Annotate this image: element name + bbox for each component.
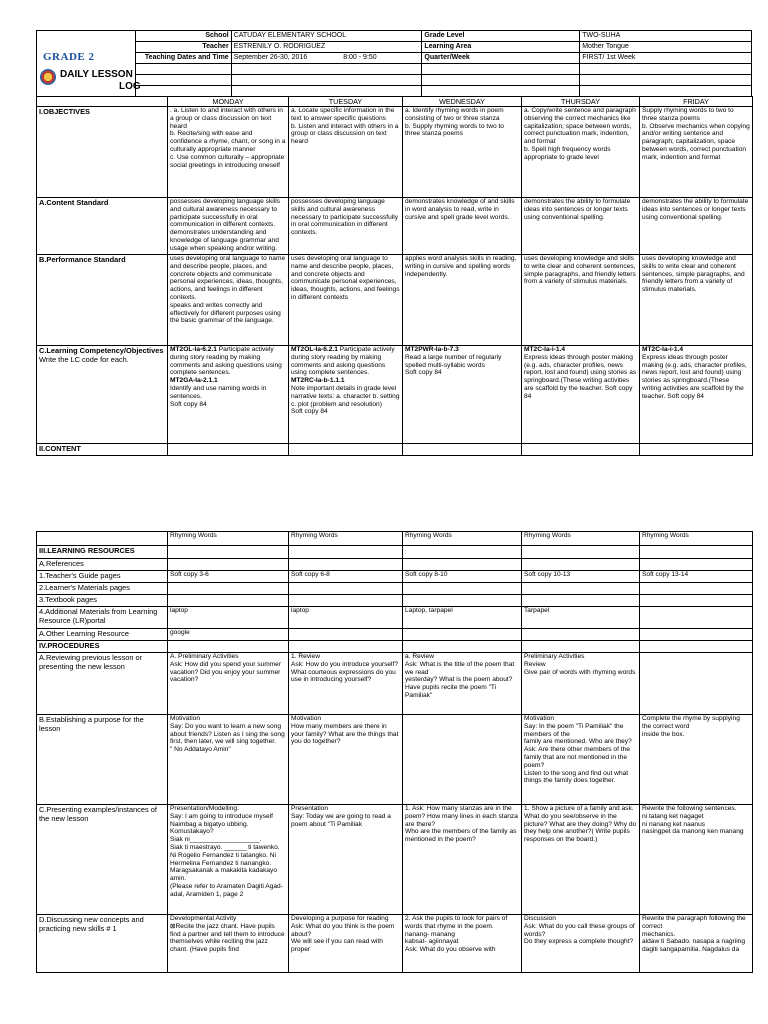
competency-cell: MT2C-Ia-i-1.4 Express ideas through poster making (e.g. ads, character profiles, news report, lost and found) using stories as springboard.(These writing activities are scaffold by the teacher. Soft copy 84 <box>522 346 640 444</box>
presenting-cell: Presentation Say: Today we are going to read a poem about "Ti Pamiliak <box>289 805 403 915</box>
dates-text: September 26-30, 2016 <box>233 54 308 61</box>
dll-title-line1: DAILY LESSON <box>60 69 133 80</box>
competency-cell: MT2OL-Ia-6.2.1 Participate actively during story reading by making comments and asking questions using complete sentences. MT2RC-Ia-b-1.1.1 Note important details in grade level narrative texts: a. character b. setting c. plot (problem and resolution) Soft copy 84 <box>289 346 403 444</box>
am-cell: laptop <box>289 607 403 629</box>
logo-cell <box>37 31 141 97</box>
school-label: School <box>135 31 231 42</box>
performance-standard-cell: applies word analysis skills in reading, writing in cursive and spelling words independently. <box>403 255 522 346</box>
performance-standard-cell: uses developing oral language to name and describe people, places, and concrete objects and communicate personal experiences, ideas, thoughts, actions, and feelings in different contexts. speaks and writes correctly and effectively for different purposes using the basic grammar of the language. <box>168 255 289 346</box>
dll-title-line2: LOG <box>119 81 141 92</box>
topic-cell: Rhyming Words <box>640 532 753 546</box>
am-label: 4.Additional Materials from Learning Resource (LR)portal <box>37 607 168 629</box>
deped-seal-icon <box>40 69 56 85</box>
discussing-cell: Discussion Ask: What do you call these groups of words? Do they express a complete thought? <box>522 915 640 973</box>
content-standard-cell: possesses developing language skills and cultural awareness necessary to participate successfully in oral communication in different contexts. <box>289 198 403 255</box>
discussing-cell: Developing a purpose for reading Ask: What do you think is the poem about? We will see if you can read with proper <box>289 915 403 973</box>
review-cell: A. Preliminary Activities Ask: How did you spend your summer vacation? Did you enjoy your summer vacation? <box>168 653 289 715</box>
time-text: 8:00 - 9:50 <box>343 54 377 61</box>
day-header: MONDAY <box>168 97 289 107</box>
topic-cell: Rhyming Words <box>289 532 403 546</box>
header-table <box>36 30 752 97</box>
references-label: A.References <box>37 559 168 571</box>
purpose-cell: Motivation Say: In the poem "Ti Pamiliak" the members of the family are mentioned. Who are they? Ask: Are there other members of the family that are not mentioned in the poem? Listen to the song and find out what things the family does together. <box>522 715 640 805</box>
competency-label-cell <box>37 346 168 444</box>
tg-cell: Soft copy 6-8 <box>289 571 403 583</box>
teacher-value: ESTRENILY O. RODRIGUEZ <box>231 42 422 53</box>
day-header: FRIDAY <box>640 97 753 107</box>
tg-cell: Soft copy 13-14 <box>640 571 753 583</box>
performance-standard-label: B.Performance Standard <box>37 255 168 346</box>
tg-cell: Soft copy 10-13 <box>522 571 640 583</box>
olr-label: A.Other Learning Resource <box>37 629 168 641</box>
tg-cell: Soft copy 8-10 <box>403 571 522 583</box>
day-header: TUESDAY <box>289 97 403 107</box>
content-standard-cell: demonstrates the ability to formulate ideas into sentences or longer texts using conventional spelling. <box>640 198 753 255</box>
objectives-cell: a. Copy/write sentence and paragraph observing the correct mechanics like capitalization, space between words, correct punctuation mark, indention, and format b. Spell high frequency words appropriate to grade level <box>522 107 640 198</box>
presenting-cell: Presentation/Modelling: Say: I am going to introduce myself Naimbag a bigatyo ubbing. Komustakayo? Siak ni___________________. Siak ti maestrayo. ______ ti tawenko. Ni Rogelio Fernandez ti tatangko. Ni Hermelina Fernandez ti nanangko. Maragsakanak a makakita kadakayo amin. (Please refer to Aramaten Dagiti Agad-adal, Aramiden 1, page 2 <box>168 805 289 915</box>
review-cell: 1. Review Ask: How do you introduce yourself? What courteous expressions do you use in introducing yourself? <box>289 653 403 715</box>
competency-cell: MT2C-Ia-i-1.4 Express ideas through poster making (e.g. ads, character profiles, news report, lost and found) using stories as springboard.(These writing activities are scaffold by the teacher. Soft copy 84 <box>640 346 753 444</box>
discussing-cell: 2. Ask the pupils to look for pairs of words that rhyme in the poem. nanang- manang kabsat- agiinnayat Ask: What do you observe with <box>403 915 522 973</box>
content-standard-label: A.Content Standard <box>37 198 168 255</box>
am-cell: Tarpapel <box>522 607 640 629</box>
dates-value <box>231 53 422 64</box>
review-cell: Preliminary Activities Review Give pair of words with rhyming words <box>522 653 640 715</box>
review-label: A.Reviewing previous lesson or presenting the new lesson <box>37 653 168 715</box>
topic-cell: Rhyming Words <box>403 532 522 546</box>
performance-standard-cell: uses developing knowledge and skills to write clear and coherent sentences, simple paragraphs, and friendly letters from a variety of stimulus materials. <box>522 255 640 346</box>
presenting-cell: 1. Show a picture of a family and ask. What do you see/observe in the picture? What are they doing? Why do they help one another?( Write pupils responses on the board.) <box>522 805 640 915</box>
discussing-cell: Developmental Activity ⊠Recite the jazz chant. Have pupils find a partner and tell them to introduce themselves while reciting the jazz chant. (Have pupils find <box>168 915 289 973</box>
purpose-cell: Motivation Say: Do you want to learn a new song about friends? Listen as I sing the song first, then later, we will sing together. " No Addatayo Amin" <box>168 715 289 805</box>
learning-area-label: Learning Area <box>422 42 580 53</box>
quarter-label: Quarter/Week <box>422 53 580 64</box>
topic-cell: Rhyming Words <box>522 532 640 546</box>
topic-cell: Rhyming Words <box>168 532 289 546</box>
day-header: WEDNESDAY <box>403 97 522 107</box>
purpose-label: B.Establishing a purpose for the lesson <box>37 715 168 805</box>
objectives-cell: Supply rhyming words to two to three stanza poems b. Observe mechanics when copying and/or writing sentence and paragraph; capitalization, space between words, correct punctuation mark, indention and format <box>640 107 753 198</box>
tg-cell: Soft copy 3-6 <box>168 571 289 583</box>
grade-level-value: TWO-SUHA <box>580 31 752 42</box>
objectives-label: I.OBJECTIVES <box>37 107 168 198</box>
resources-label: III.LEARNING RESOURCES <box>37 546 168 559</box>
lesson-table-page2 <box>36 531 753 973</box>
discussing-cell: Rewrite the paragraph following the correct mechanics. aldaw ti Sabado. nasapa a nagriing dagiti sangapamilia. Nagdalus da <box>640 915 753 973</box>
content-standard-cell: possesses developing language skills and cultural awareness necessary to participate successfully in oral communication in different contexts. demonstrates understanding and knowledge of language grammar and usage when speaking and/or writing. <box>168 198 289 255</box>
school-value: CATUDAY ELEMENTARY SCHOOL <box>231 31 422 42</box>
content-standard-cell: demonstrates the ability to formulate ideas into sentences or longer texts using conventional spelling. <box>522 198 640 255</box>
objectives-cell: . a. Listen to and interact with others in a group or class discussion on text heard b. Recite/sing with ease and confidence a rhyme, chant, or song in a culturally appropriate manner c. Use common culturally – appropriate social greetings in introducing oneself <box>168 107 289 198</box>
dates-label: Teaching Dates and Time <box>135 53 231 64</box>
am-cell: Laptop, tarpapel <box>403 607 522 629</box>
tb-label: 3.Textbook pages <box>37 595 168 607</box>
grade-level-label: Grade Level <box>422 31 580 42</box>
competency-cell: MT2PWR-Ia-b-7.3 Read a large number of regularly spelled multi-syllabic words Soft copy 84 <box>403 346 522 444</box>
teacher-label: Teacher <box>135 42 231 53</box>
competency-cell: MT2OL-Ia-6.2.1 Participate actively during story reading by making comments and asking questions using complete sentences. MT2GA-Ia-2.1.1 Identify and use naming words in sentences. Soft copy 84 <box>168 346 289 444</box>
grade-title: GRADE 2 <box>43 51 95 63</box>
performance-standard-cell: uses developing knowledge and skills to write clear and coherent sentences, simple paragraphs, and friendly letters from a variety of stimulus materials. <box>640 255 753 346</box>
competency-label: C.Learning Competency/Objectives <box>39 346 164 355</box>
purpose-cell: Motivation How many members are there in your family? What are the things that you do together? <box>289 715 403 805</box>
performance-standard-cell: uses developing oral language to name and describe people, places, and concrete objects and communicate personal experiences, ideas, thoughts, actions, and feelings in different contexts <box>289 255 403 346</box>
presenting-cell: 1. Ask: How many stanzas are in the poem? How many lines in each stanza are there? Who are the members of the family as mentioned in the poem? <box>403 805 522 915</box>
review-cell: a. Review Ask: What is the title of the poem that we read yesterday? What is the poem about? Have pupils recite the poem "Ti Pamiliak" <box>403 653 522 715</box>
lm-label: 2.Learner's Materials pages <box>37 583 168 595</box>
learning-area-value: Mother Tongue <box>580 42 752 53</box>
procedures-label: IV.PROCEDURES <box>37 641 168 653</box>
day-header: THURSDAY <box>522 97 640 107</box>
content-standard-cell: demonstrates knowledge of and skills in word analysis to read, write in cursive and spell grade level words. <box>403 198 522 255</box>
purpose-cell: Complete the rhyme by supplying the correct word inside the box. <box>640 715 753 805</box>
objectives-cell: a. Identify rhyming words in poem consisting of two or three stanza b. Supply rhyming words to two to three stanza poems <box>403 107 522 198</box>
discussing-label: D.Discussing new concepts and practicing new skills # 1 <box>37 915 168 973</box>
presenting-cell: Rewrite the following sentences. ni tatang ket nagaget ni nanang ket naanus nasingpet da manong ken manang <box>640 805 753 915</box>
content-label: II.CONTENT <box>37 444 168 456</box>
tg-label: 1.Teacher's Guide pages <box>37 571 168 583</box>
objectives-cell: a. Locate specific information in the text to answer specific questions b. Listen and interact with others in a group or class discussion on text heard <box>289 107 403 198</box>
am-cell: laptop <box>168 607 289 629</box>
quarter-value: FIRST/ 1st Week <box>580 53 752 64</box>
presenting-label: C.Presenting examples/instances of the new lesson <box>37 805 168 915</box>
competency-sublabel: Write the LC code for each. <box>39 355 129 364</box>
lesson-table-page1 <box>36 96 753 456</box>
olr-cell: google <box>168 629 289 641</box>
